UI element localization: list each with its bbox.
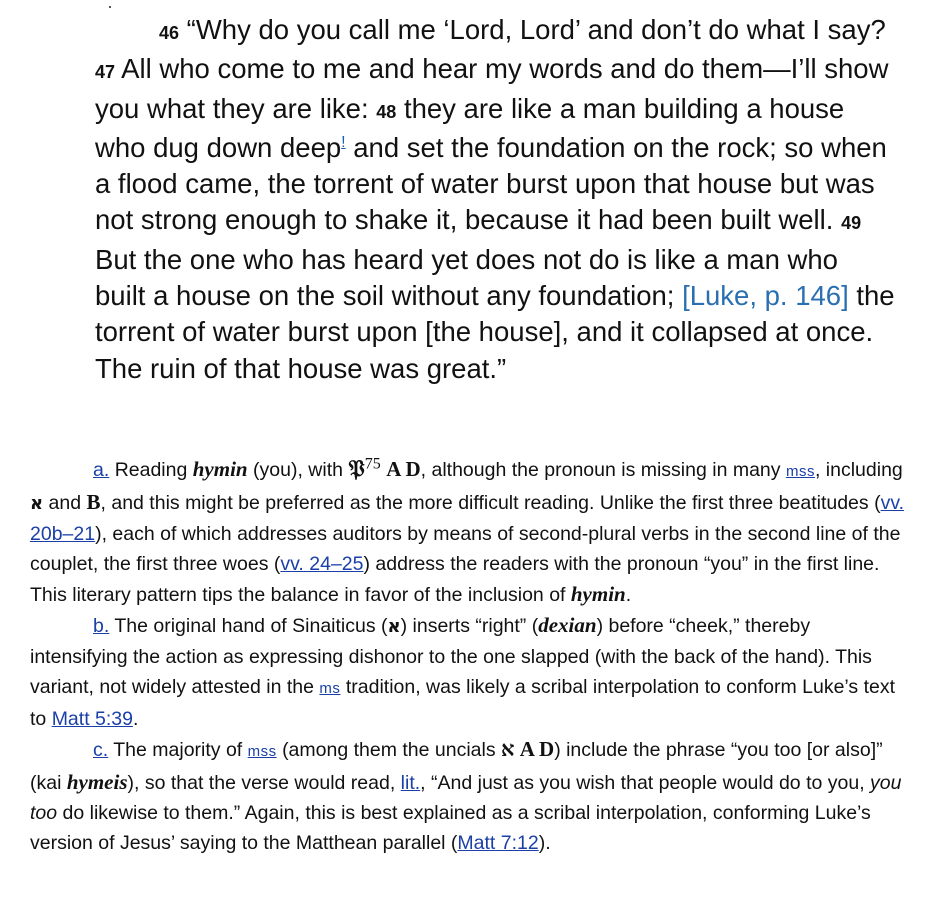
manuscript-sigla: A D	[386, 457, 421, 481]
footnotes	[30, 454, 910, 858]
text: , and this might be preferred as the more difficult reading. Unlike the first three beatitudes (	[100, 492, 881, 514]
emphasis: you too	[30, 772, 902, 824]
text: The original hand of Sinaiticus (	[114, 615, 388, 637]
ref-matt-5-39-link[interactable]: Matt 5:39	[51, 708, 133, 730]
text: , including	[814, 459, 903, 481]
text: , “And just as you wish that people would do to you,	[420, 772, 865, 794]
manuscript-sigla: B	[86, 490, 101, 514]
footnote-b-label[interactable]: b.	[93, 615, 110, 637]
text: Reading	[114, 459, 188, 481]
verse-number-46: 46	[159, 23, 180, 43]
page-reference: [Luke, p. 146]	[682, 280, 849, 312]
verse-number-49: 49	[841, 213, 862, 234]
mss-link[interactable]: mss	[247, 743, 277, 760]
ref-matt-7-12-link[interactable]: Matt 7:12	[457, 832, 539, 854]
text: ).	[538, 832, 551, 854]
text: ), each of which addresses auditors by means of second-plural verbs in the second line of the couplet, the first three woes (	[30, 523, 901, 575]
scripture-passage	[95, 12, 895, 387]
greek-term: hymin	[570, 582, 626, 606]
greek-term: hymeis	[66, 770, 128, 794]
verse-47-text: All who come to me and hear my words and do them—I’ll show you what they are like:	[95, 53, 889, 124]
ref-vv-20b-21-link[interactable]: vv. 20b–21	[30, 492, 905, 545]
text: , although the pronoun is missing in many	[420, 459, 781, 481]
footnote-c-label[interactable]: c.	[93, 739, 109, 761]
text: do likewise to them.” Again, this is best explained as a scribal interpolation, conforming Luke’s version of Jesus’ saying to the Matthean parallel (	[30, 802, 871, 854]
footnote-marker-link[interactable]: !	[341, 133, 346, 151]
text: ) before “cheek,” thereby intensifying the action as expressing dishonor to the one slapped (with the back of the hand). This variant, not widely attested in the	[30, 615, 872, 698]
greek-term: dexian	[538, 613, 597, 637]
verse-46-text: “Why do you call me ‘Lord, Lord’ and don’t do what I say?	[186, 14, 886, 45]
footnote-a	[30, 454, 910, 610]
mss-link[interactable]: mss	[785, 463, 815, 480]
manuscript-sigla: א A D	[501, 737, 555, 761]
verse-49-text-a: But the one who has heard yet does not do is like a man who built a house on the soil without any foundation;	[95, 243, 838, 312]
text: and	[48, 492, 82, 514]
text: tradition, was likely a scribal interpolation to conform Luke’s text to	[30, 676, 895, 730]
papyrus-symbol: 𝔓	[348, 455, 365, 482]
footnote-c	[30, 734, 910, 858]
footnote-b	[30, 610, 910, 734]
text: ) inserts “right” (	[400, 615, 539, 637]
lit-link[interactable]: lit.	[400, 772, 421, 794]
text: ) include the phrase “you too [or also]” (kai	[30, 739, 883, 794]
aleph-symbol: א	[387, 616, 401, 637]
verse-number-47: 47	[95, 62, 116, 83]
text: .	[625, 584, 632, 606]
text: (among them the uncials	[282, 739, 496, 761]
text: ), so that the verse would read,	[127, 772, 396, 794]
verse-48-text-b: and set the foundation on the rock; so when a flood came, the torrent of water burst upon that house but was not strong enough to shake it, because it had been built well.	[95, 131, 887, 236]
footnote-a-label[interactable]: a.	[93, 459, 110, 481]
verse-48-text-a: they are like a man building a house who dug down deep	[95, 92, 845, 163]
aleph-symbol: א	[30, 493, 44, 514]
text: The majority of	[113, 739, 243, 761]
text: .	[132, 708, 139, 730]
papyrus-number: 75	[364, 455, 381, 473]
verse-number-48: 48	[376, 101, 397, 122]
greek-term: hymin	[192, 457, 248, 481]
ms-link[interactable]: ms	[319, 680, 341, 697]
text: ) address the readers with the pronoun “you” in the first line. This literary pattern tips the balance in favor of the inclusion of	[30, 553, 880, 606]
text: (you), with	[253, 459, 343, 481]
ref-vv-24-25-link[interactable]: vv. 24–25	[280, 553, 364, 575]
verse-49-text-b: the torrent of water burst upon [the house], and it collapsed at once. The ruin of that house was great.”	[95, 280, 895, 384]
stray-dot	[109, 6, 111, 8]
